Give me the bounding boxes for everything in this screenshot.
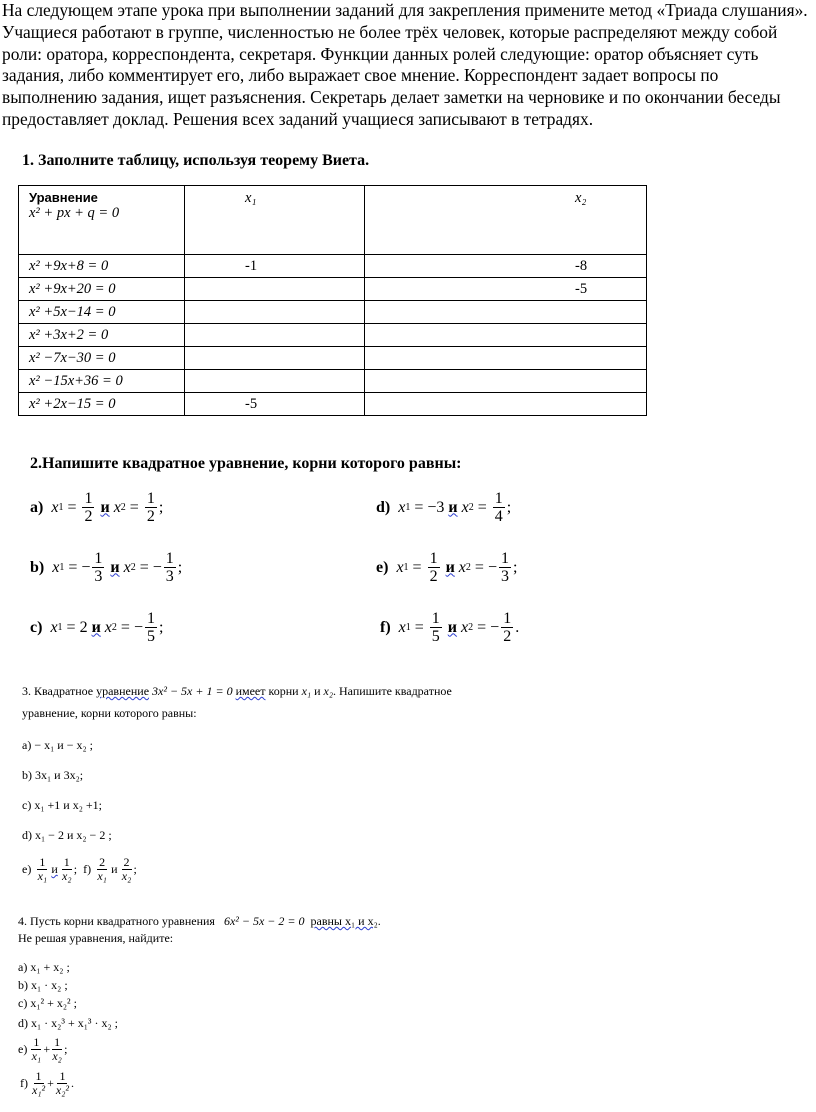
task4-item-a: а) x₁ + x₂ ; [18,960,70,974]
task4-item-c: c) x₁² + x₂² ; [18,996,77,1010]
task3-item-d: d) x₁ − 2 и x₂ − 2 ; [22,828,112,842]
task2-item-b: b) x 1 = − $\frac{1}{3}$ и x 2 = − $\frac{1}{3}$ ; [30,550,183,585]
task2-item-e: e) x 1 = $\frac{1}{2}$ и x 2 = − $\frac{1}{3}$ ; [376,550,518,585]
table-row: x² +9x+20 = 0 -5 [19,278,647,301]
intro-paragraph-2: Учащиеся работают в группе, численностью не более трёх человек, которые распределяют между собой роли: оратора, корреспондента, секретаря. Функции данных ролей следующие: оратор объясняет суть задания, либо комментирует его, либо выражает свое мнение. Корреспондент задает вопросы по выполнению задания, ищет разъяснения. Секретарь делает заметки на черновике и по окончании беседы предоставляет доклад. Решения всех заданий учащиеся записывают в тетрадях. [2,21,781,129]
task3-title: 3. Квадратное уравнение 3x² − 5x + 1 = 0 имеет корни x₁ и x₂. Напишите квадратное [22,684,452,698]
table-row: x² +5x−14 = 0 [19,301,647,324]
task3-item-ef: e) 1 x₁ и 1 x₂ ; f) 2 x₁ и 2 x₂ ; [22,855,137,883]
task4-item-d: d) x₁ · x₂³ + x₁³ · x₂ ; [18,1016,119,1030]
header-x2: x₂ [365,186,647,255]
task3-item-a: а) − x₁ и − x₂ ; [22,738,93,752]
table-row: x² +3x+2 = 0 [19,324,647,347]
intro-paragraph-1: На следующем этапе урока при выполнении заданий для закрепления примените метод «Триада слушания». [2,0,808,20]
table-row: x² +9x+8 = 0 -1 -8 [19,255,647,278]
table-row: x² −15x+36 = 0 [19,370,647,393]
task2-item-a: а) x 1 = $\frac{1}{2}$ и x 2 = $\frac{1}{2}$ ; [30,490,164,525]
table-header-row [19,186,647,255]
task3-item-b: b) 3x₁ и 3x₂; [22,768,84,782]
header-x1: x₁ [185,186,365,255]
task1-title: 1. Заполните таблицу, используя теорему Виета. [22,152,370,169]
task2-item-d: d) x 1 = −3 и x 2 = $\frac{1}{4}$ ; [376,490,512,525]
table-row: x² −7x−30 = 0 [19,347,647,370]
task4-item-f: f) 1 x₁² + $\frac{1}{\text{x₂²}}$ . [20,1069,74,1097]
task4-item-e: e) 1 x₁ + $\frac{1}{\text{x₂}}$ ; [18,1035,68,1063]
task4-title: 4. Пусть корни квадратного уравнения 6x² − 5x − 2 = 0 равны x₁ и x₂. [18,914,381,928]
header-equation: Уравнение x² + px + q = 0 [19,186,185,255]
task4-item-b: b) x₁ · x₂ ; [18,978,68,992]
intro-text [2,0,814,131]
task4-title-line2: Не решая уравнения, найдите: [18,931,174,945]
task2-title: 2.Напишите квадратное уравнение, корни которого равны: [30,455,462,472]
table-row: x² +2x−15 = 0 -5 [19,393,647,416]
task3-item-c: c) x₁ +1 и x₂ +1; [22,798,102,812]
vieta-table [18,185,647,416]
task3-title-line2: уравнение, корни которого равны: [22,706,197,720]
task2-item-f: f) x 1 = $\frac{1}{5}$ и x 2 = − $\frac{1}{2}$ . [380,610,520,645]
task2-item-c: c) x 1 = 2 и x 2 = − $\frac{1}{5}$ ; [30,610,164,645]
